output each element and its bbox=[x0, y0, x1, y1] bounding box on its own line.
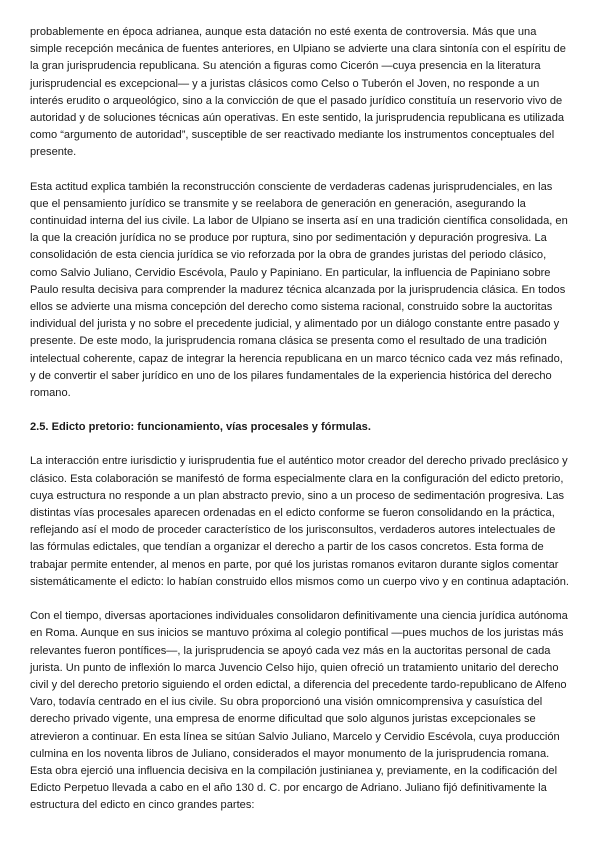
section-heading: 2.5. Edicto pretorio: funcionamiento, vías procesales y fórmulas. bbox=[30, 421, 371, 434]
paragraph-ulpiano-republican-sources: probablemente en época adrianea, aunque esta datación no esté exenta de controversia. Más que una simple recepción mecánica de fuentes anteriores, en Ulpiano se advierte una clara sintonía con el espíritu de la gran jurisprudencia republicana. Su atención a figuras como Cicerón —cuya presencia en la literatura jurisprudencial es excepcional— y a juristas clásicos como Celso o Tuberón el Joven, no responde a un interés erudito o arqueológico, sino a la convicción de que el pasado jurídico constituía un reservorio vivo de autoridad y de soluciones técnicas aún operativas. En este sentido, la jurisprudencia republicana es utilizada como “argumento de autoridad”, susceptible de ser reactivado mediante los instrumentos conceptuales del presente. bbox=[30, 26, 566, 159]
paragraph-jurisprudential-chains: Esta actitud explica también la reconstrucción consciente de verdaderas cadenas jurisprudenciales, en las que el pensamiento jurídico se transmite y se reelabora de generación en generación, asegurando la continuidad interna del ius civile. La labor de Ulpiano se inserta así en una tradición científica consolidada, en la que la creación jurídica no se produce por ruptura, sino por sedimentación y depuración progresiva. La consolidación de esta ciencia jurídica se vio reforzada por la obra de grandes juristas del periodo clásico, como Salvio Juliano, Cervidio Escévola, Paulo y Papiniano. En particular, la influencia de Papiniano sobre Paulo resulta decisiva para comprender la madurez técnica alcanzada por la jurisprudencia clásica. En todos ellos se advierte una misma concepción del derecho como sistema racional, construido sobre la auctoritas individual del jurista y no sobre el precedente judicial, y alimentado por un diálogo constante entre pasado y presente. De este modo, la jurisprudencia romana clásica se presenta como el resultado de una tradición intelectual coherente, capaz de integrar la herencia republicana en un marco técnico cada vez más refinado, y de convertir el saber jurídico en uno de los pilares fundamentales de la experiencia histórica del derecho romano. bbox=[30, 180, 568, 400]
document-page bbox=[30, 24, 570, 832]
paragraph-iurisdictio-iurisprudentia: La interacción entre iurisdictio y iurisprudentia fue el auténtico motor creador del derecho privado preclásico y clásico. Esta colaboración se manifestó de forma especialmente clara en la configuración del edicto pretorio, cuya estructura no responde a un plan abstracto previo, sino a un proceso de sedimentación progresiva. Las distintas vías procesales aparecen ordenadas en el edicto conforme se fueron consolidando en la práctica, reflejando así el modo de proceder característico de los jurisconsultos, verdaderos autores intelectuales de las fórmulas edictales, que tendían a organizar el derecho a partir de los casos concretos. Esta forma de trabajar permite entender, al menos en parte, por qué los juristas romanos evitaron durante siglos comentar sistemáticamente el edicto: lo habían construido ellos mismos como un cuerpo vivo y en continua adaptación. bbox=[30, 455, 569, 588]
paragraph-autonomous-legal-science: Con el tiempo, diversas aportaciones individuales consolidaron definitivamente una ciencia jurídica autónoma en Roma. Aunque en sus inicios se mantuvo próxima al colegio pontifical —pues muchos de los juristas más relevantes fueron pontífices—, la jurisprudencia se apoyó cada vez más en la auctoritas personal de cada jurista. Un punto de inflexión lo marca Juvencio Celso hijo, quien ofreció un tratamiento unitario del derecho civil y del derecho pretorio siguiendo el orden edictal, a diferencia del precedente tardo-republicano de Alfeno Varo, todavía centrado en el ius civile. Su obra proporcionó una visión omnicomprensiva y casuística del derecho privado vigente, una empresa de enorme dificultad que solo algunos juristas excepcionales se atrevieron a continuar. En esta línea se sitúan Salvio Juliano, Marcelo y Cervidio Escévola, cuya producción culmina en los noventa libros de Juliano, considerados el mayor monumento de la jurisprudencia romana. Esta obra ejerció una influencia decisiva en la compilación justinianea y, previamente, en la codificación del Edicto Perpetuo llevada a cabo en el año 130 d. C. por encargo de Adriano. Juliano fijó definitivamente la estructura del edicto en cinco grandes partes: bbox=[30, 610, 568, 812]
